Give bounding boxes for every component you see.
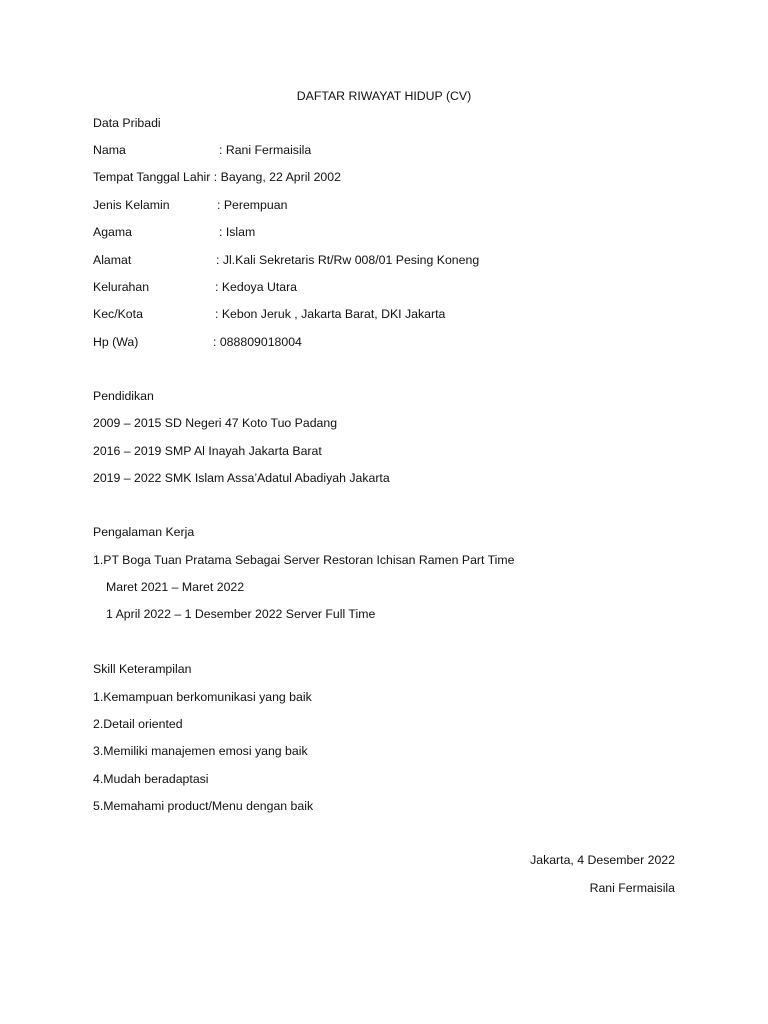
field-value: : Kebon Jeruk , Jakarta Barat, DKI Jakarta <box>215 307 446 321</box>
field-label: Tempat Tanggal Lahir <box>93 170 211 184</box>
field-value: : Rani Fermaisila <box>219 143 312 157</box>
experience-period: Maret 2021 – Maret 2022 <box>106 580 245 594</box>
field-label: Jenis Kelamin <box>93 198 170 212</box>
field-alamat <box>93 252 131 268</box>
skill-item: 3.Memiliki manajemen emosi yang baik <box>93 744 308 758</box>
education-item: 2016 – 2019 SMP Al Inayah Jakarta Barat <box>93 444 322 458</box>
signature-place-date: Jakarta, 4 Desember 2022 <box>530 853 675 867</box>
field-value: : Jl.Kali Sekretaris Rt/Rw 008/01 Pesing Koneng <box>216 253 480 267</box>
signature-name: Rani Fermaisila <box>589 881 675 895</box>
field-agama <box>93 224 132 240</box>
personal-heading: Data Pribadi <box>93 116 161 130</box>
education-heading: Pendidikan <box>93 389 154 403</box>
education-item: 2019 – 2022 SMK Islam Assa’Adatul Abadiyah Jakarta <box>93 471 390 485</box>
document-title: DAFTAR RIWAYAT HIDUP (CV) <box>296 89 472 103</box>
field-jenis-kelamin <box>93 197 170 213</box>
experience-heading: Pengalaman Kerja <box>93 525 195 539</box>
skill-item: 1.Kemampuan berkomunikasi yang baik <box>93 690 312 704</box>
field-label: Kec/Kota <box>93 307 143 321</box>
field-nama <box>93 142 126 158</box>
field-label: Agama <box>93 225 132 239</box>
field-ttl <box>93 169 341 185</box>
field-hp <box>93 334 138 350</box>
field-label: Alamat <box>93 253 132 267</box>
field-kec-kota <box>93 306 143 322</box>
field-kelurahan <box>93 279 149 295</box>
field-value: : Kedoya Utara <box>215 280 298 294</box>
experience-period: 1 April 2022 – 1 Desember 2022 Server Full Time <box>106 607 376 621</box>
field-label: Hp (Wa) <box>93 335 139 349</box>
field-value: : Perempuan <box>217 198 288 212</box>
experience-item: 1.PT Boga Tuan Pratama Sebagai Server Restoran Ichisan Ramen Part Time <box>93 553 515 567</box>
skill-item: 5.Memahami product/Menu dengan baik <box>93 799 314 813</box>
skill-item: 4.Mudah beradaptasi <box>93 772 209 786</box>
skill-item: 2.Detail oriented <box>93 717 183 731</box>
education-item: 2009 – 2015 SD Negeri 47 Koto Tuo Padang <box>93 416 338 430</box>
skills-heading: Skill Keterampilan <box>93 662 192 676</box>
field-label: Nama <box>93 143 126 157</box>
field-value: : Bayang, 22 April 2002 <box>213 170 341 184</box>
field-label: Kelurahan <box>93 280 150 294</box>
field-value: : 088809018004 <box>213 335 302 349</box>
field-value: : Islam <box>219 225 256 239</box>
